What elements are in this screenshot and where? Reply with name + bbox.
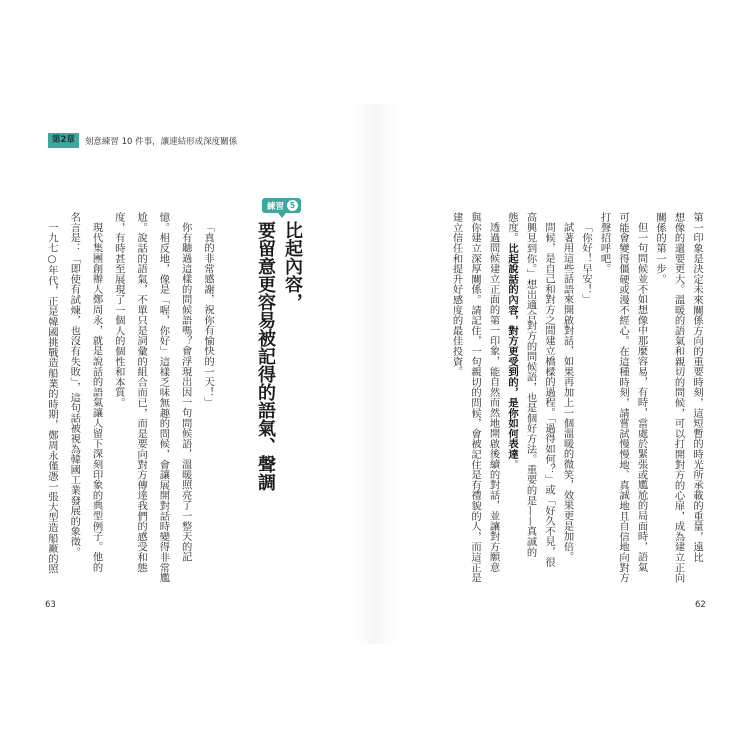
text-column: 憶。相反地，像是「喔，你好」這樣乏味無趣的問候，會讓展開對話時變得非常尷 (157, 212, 170, 583)
book-gutter (352, 104, 398, 644)
section-title (252, 221, 306, 511)
text-column: 名言是：「即使有試煉，也沒有失敗」，這句話被視為韓國工業發展的象徵。 (68, 212, 81, 558)
page-number-right: 62 (695, 600, 706, 610)
text-column: 建立信任和提升好感度的最佳投資。 (450, 212, 463, 377)
text-column: 一九七○年代，正是韓國挑戰造船業的時期，鄭周永僅憑一張大型造船廠的照 (45, 222, 58, 575)
text-column: 但一句問候並不如想像中那麼容易，有時，當處於緊張或尷尬的局面時，語氣 (635, 222, 648, 573)
emphasis-text: 比起說話的內容，對方更受到的，是你如何表達 (506, 242, 518, 460)
text-column: 尬。說話的語氣，不單只是詞彙的組合而已，而是要向對方傳達我們的感受和態 (135, 212, 148, 573)
left-page-body (41, 212, 219, 592)
exercise-label: 練習 (267, 201, 285, 212)
text-column: 度，有時甚至展現了一個人的個性和本質。 (112, 212, 125, 408)
running-head (48, 133, 237, 148)
chapter-title: 刻意練習 10 件事，讓連結形成深度關係 (84, 136, 238, 147)
text-column: 問候，是自己和對方之間建立橋樑的過程。「過得如何？」或「好久不見，很 (543, 222, 555, 568)
text-column: 想像的還要更大。溫暖的語氣和親切的問候，可以打開對方的心扉，成為建立正向 (672, 212, 685, 583)
title-line: 要留意更容易被記得的語氣、聲調 (255, 221, 276, 491)
text-column: 關係的第一步。 (654, 212, 666, 285)
plain-text: 態度。 (506, 212, 518, 243)
title-line: 比起內容， (282, 221, 303, 311)
text-column-emphasis (503, 212, 522, 592)
plain-text: 。 (506, 459, 518, 470)
text-column: 第一印象是決定未來關係方向的重要時刻，這短暫的時光所承載的重量，遠比 (691, 212, 703, 563)
text-column: 「真的非常感謝，祝你有愉快的一天！」 (202, 222, 214, 408)
text-column: 「你好！早安！」 (580, 222, 592, 305)
text-column: 高興見到你。」想出適合對方的問候語，也是個好方法。重要的是——真誠的 (524, 212, 537, 558)
exercise-badge (262, 198, 301, 213)
badge-pointer-icon (278, 213, 286, 218)
text-column: 與你建立深厚關係。請記住，一句親切的問候，會被記住是有禮貌的人，而這正是 (469, 212, 481, 583)
right-page-body (447, 212, 706, 592)
text-column: 打聲招呼吧。 (598, 212, 611, 274)
text-column: 現代集團創辦人鄭周永，就是說話的語氣讓人留下深刻印象的典型例子。他的 (90, 222, 103, 573)
text-column: 試著用這些話語來開啟對話，如果再加上一個溫暖的微笑，效果更是加倍。 (561, 222, 574, 563)
page-number-left: 63 (45, 600, 56, 610)
exercise-number: 5 (287, 200, 298, 211)
text-column: 你有聽過這樣的問候語嗎？會浮現出因一句問候語，溫暖照亮了一整天的記 (179, 222, 192, 563)
text-column: 透過問候建立正面的第一印象，能自然而然地開啟後續的對話，並讓對方願意 (487, 222, 500, 573)
text-column: 可能會變得僵硬或漫不經心。在這種時刻，請嘗試慢慢地、真誠地且自信地向對方 (617, 212, 629, 583)
chapter-label: 第2章 (48, 133, 79, 148)
